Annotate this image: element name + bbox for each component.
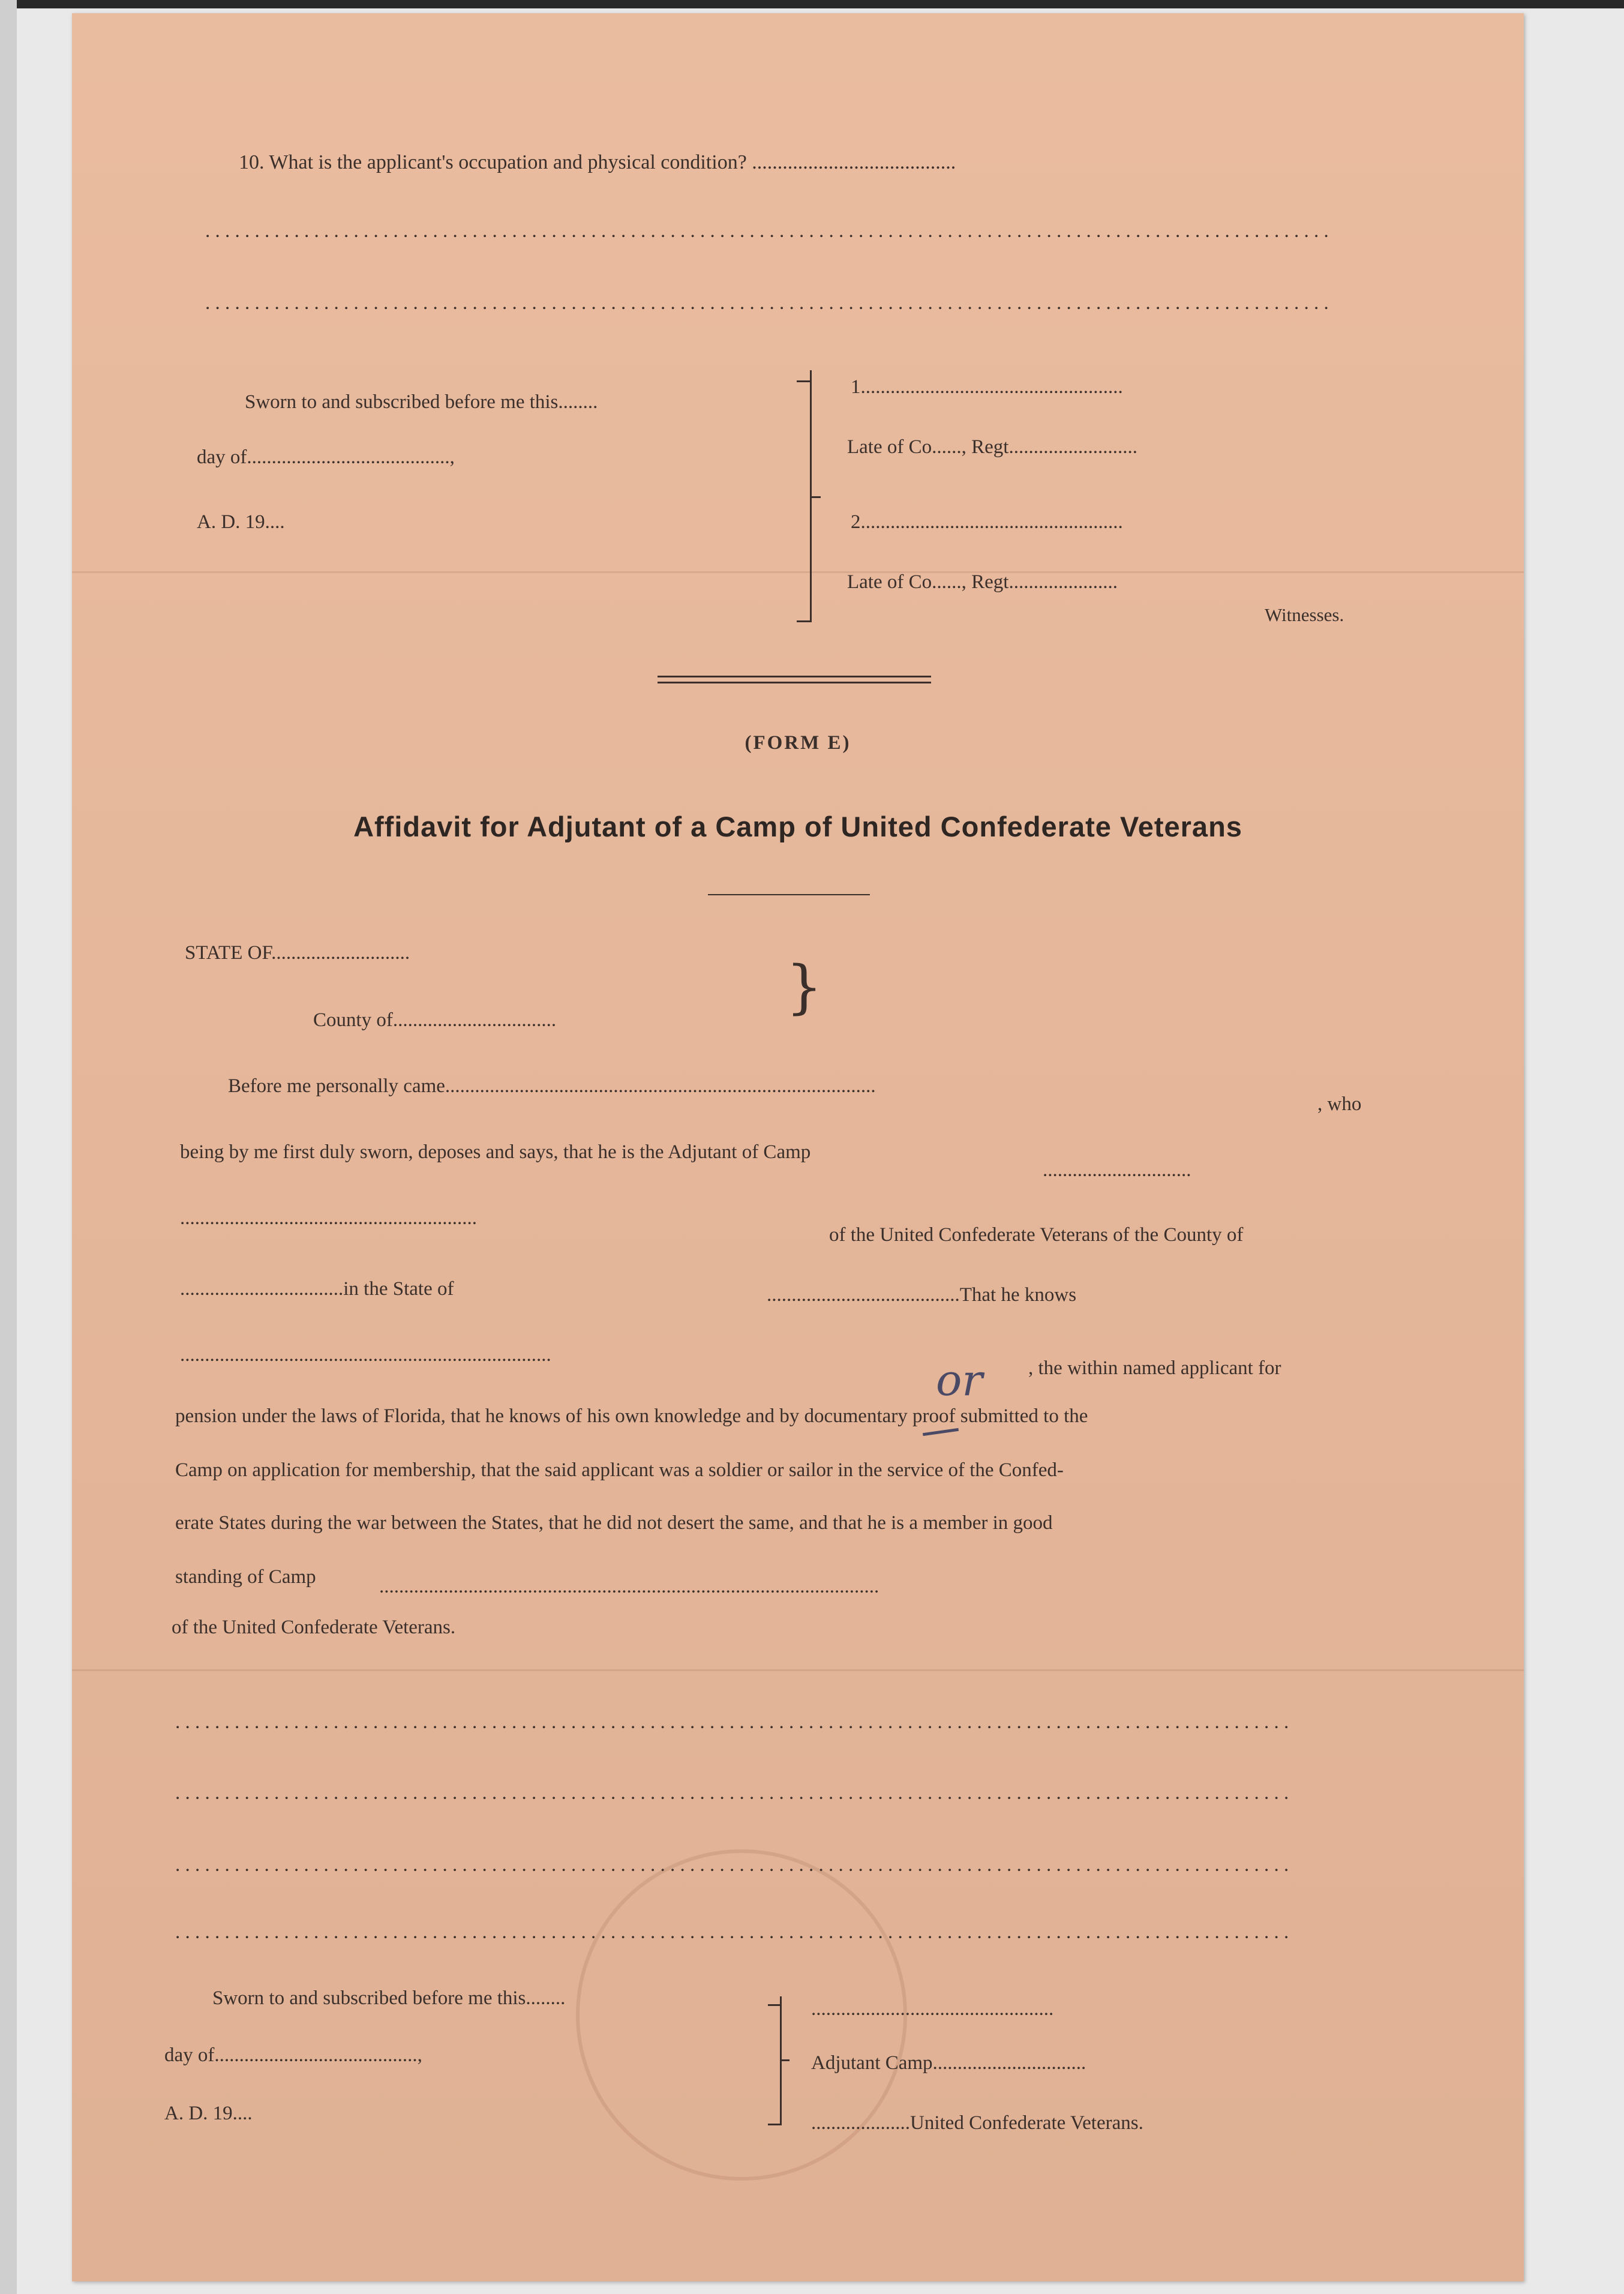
form-label: (FORM E) — [745, 732, 851, 754]
ad-year-field: A. D. 19.... — [164, 2103, 253, 2124]
brace-tick — [780, 2059, 790, 2061]
body-line: .............................. — [1043, 1159, 1191, 1181]
body-line: , the within named applicant for — [1028, 1357, 1281, 1379]
sworn-text: Sworn to and subscribed before me this........ — [245, 391, 598, 413]
witness-2-line: 2..................................................... — [851, 511, 1123, 533]
brace-tick — [768, 2004, 780, 2006]
scan-top-edge — [0, 0, 1624, 8]
body-line: .......................................That he knows — [767, 1284, 1077, 1306]
signature-line: ................................................. — [811, 1998, 1054, 2020]
brace-right: } — [786, 953, 823, 1021]
scan-left-edge — [0, 0, 17, 2294]
brace-tick — [810, 496, 821, 498]
ucv-line: ....................United Confederate Veterans. — [811, 2112, 1143, 2134]
body-line: of the United Confederate Veterans. — [172, 1617, 456, 1638]
double-rule — [658, 676, 931, 677]
paper-fold — [72, 1669, 1524, 1671]
paper-fold — [72, 571, 1524, 573]
ad-year-field: A. D. 19.... — [197, 511, 285, 533]
body-line: .................................in the State of — [180, 1278, 454, 1300]
double-rule — [658, 682, 931, 683]
title-rule — [708, 894, 870, 895]
body-line: , who — [1317, 1093, 1362, 1115]
blank-line: . . . . . . . . . . . . . . . . . . . . . . . . . . . . . . . . . . . . . . . . . . . . . . . . . . . . . . . . . . . . . . . . . . . . . . . . . . . . . . . . . . . . . . . . . . . . . . . . . . . . . . . . . . . . . . . . . — [175, 1921, 1289, 1943]
body-line: pension under the laws of Florida, that he knows of his own knowledge and by documentary proof submitted to the — [175, 1405, 1088, 1427]
body-line: standing of Camp — [175, 1566, 316, 1588]
question-10: 10. What is the applicant's occupation and physical condition? ........................................ — [239, 151, 956, 173]
body-line: Camp on application for membership, that the said applicant was a soldier or sailor in the service of the Confed- — [175, 1459, 1064, 1481]
day-of-field: day of........................................., — [164, 2044, 422, 2066]
body-line: ..................................................................................................... — [379, 1576, 879, 1597]
county-of-field: County of................................. — [313, 1009, 557, 1031]
sworn-text: Sworn to and subscribed before me this........ — [212, 1987, 566, 2009]
body-line: Before me personally came....................................................................................... — [228, 1075, 876, 1097]
witness-1-line: 1..................................................... — [851, 376, 1123, 398]
body-line: being by me first duly sworn, deposes and says, that he is the Adjutant of Camp — [180, 1141, 811, 1163]
strikethrough-mark — [923, 1428, 959, 1436]
witness-2-regiment: Late of Co......, Regt...................... — [847, 571, 1118, 593]
body-line: ............................................................ — [180, 1207, 477, 1229]
body-line: ........................................................................... — [180, 1344, 551, 1366]
handwritten-correction: or — [936, 1355, 983, 1405]
witness-1-regiment: Late of Co......, Regt.......................... — [847, 436, 1137, 458]
answer-line: . . . . . . . . . . . . . . . . . . . . . . . . . . . . . . . . . . . . . . . . . . . . . . . . . . . . . . . . . . . . . . . . . . . . . . . . . . . . . . . . . . . . . . . . . . . . . . . . . . . . . . . . . . . . . . . . . . — [205, 220, 1329, 242]
page-title: Affidavit for Adjutant of a Camp of United Confederate Veterans — [353, 811, 1242, 842]
brace-tick — [768, 2124, 780, 2125]
blank-line: . . . . . . . . . . . . . . . . . . . . . . . . . . . . . . . . . . . . . . . . . . . . . . . . . . . . . . . . . . . . . . . . . . . . . . . . . . . . . . . . . . . . . . . . . . . . . . . . . . . . . . . . . . . . . . . . . — [175, 1782, 1289, 1804]
witnesses-label: Witnesses. — [1265, 604, 1344, 625]
blank-line: . . . . . . . . . . . . . . . . . . . . . . . . . . . . . . . . . . . . . . . . . . . . . . . . . . . . . . . . . . . . . . . . . . . . . . . . . . . . . . . . . . . . . . . . . . . . . . . . . . . . . . . . . . . . . . . . . — [175, 1711, 1289, 1733]
document-page — [72, 13, 1524, 2281]
state-of-field: STATE OF............................ — [185, 942, 410, 964]
adjutant-camp-line: Adjutant Camp............................... — [811, 2052, 1086, 2074]
day-of-field: day of........................................., — [197, 446, 455, 468]
body-line: of the United Confederate Veterans of the County of — [829, 1224, 1244, 1246]
brace-tick — [797, 620, 810, 622]
body-line: erate States during the war between the States, that he did not desert the same, and that he is a member in good — [175, 1512, 1053, 1534]
blank-line: . . . . . . . . . . . . . . . . . . . . . . . . . . . . . . . . . . . . . . . . . . . . . . . . . . . . . . . . . . . . . . . . . . . . . . . . . . . . . . . . . . . . . . . . . . . . . . . . . . . . . . . . . . . . . . . . . — [175, 1854, 1289, 1876]
brace-tick — [797, 380, 810, 382]
answer-line: . . . . . . . . . . . . . . . . . . . . . . . . . . . . . . . . . . . . . . . . . . . . . . . . . . . . . . . . . . . . . . . . . . . . . . . . . . . . . . . . . . . . . . . . . . . . . . . . . . . . . . . . . . . . . . . . . . — [205, 292, 1329, 314]
